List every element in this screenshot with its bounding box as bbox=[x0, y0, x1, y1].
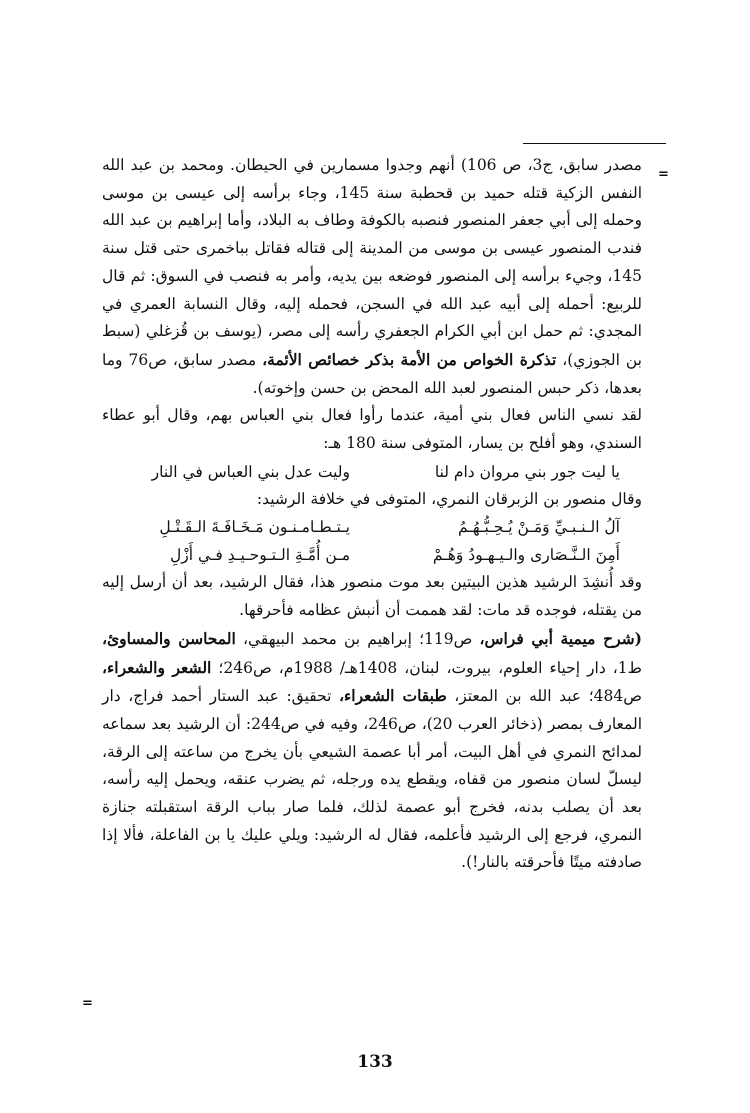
footnote-separator-rule bbox=[523, 143, 666, 144]
verse-3 bbox=[102, 541, 642, 569]
book-title-tabaqat: طبقات الشعراء، bbox=[339, 686, 447, 706]
paragraph-1-text: مصدر سابق، ج3، ص 106) أنهم وجدوا مسمارين في الحيطان. ومحمد بن عبد الله النفس الزكية قتله حميد بن قحطبة سنة 145، وجاء برأسه إلى عيسى بن موسى وحمله إلى أبي جعفر المنصور فنصبه بالكوفة وطاف به البلاد، وأما إبراهيم بن عبد الله فندب المنصور عيسى بن موسى من المدينة إلى قتاله فقاتل بباخمرى حتى قتل سنة 145، وجيء برأسه إلى المنصور فوضعه بين يديه، وأمر به فنصب في السوق: ثم قال للربيع: أحمله إلى أبيه عبد الله في السجن، فحمله إليه، وقال النسابة العمري في المجدي: ثم حمل ابن أبي الكرام الجعفري رأسه إلى مصر، (يوسف بن قُزغلي (سبط بن الجوزي)، bbox=[102, 156, 642, 369]
paragraph-5-c: ص484؛ عبد الله بن المعتز، bbox=[454, 687, 642, 706]
paragraph-4: وقد أُنشِدَ الرشيد هذين البيتين بعد موت منصور هذا، فقال الرشيد، بعد أن أرسل إليه من يقتله، فوجده قد مات: لقد هممت أن أنبش عظامه فأحرقها. bbox=[102, 573, 642, 620]
paragraph-5-d: تحقيق: عبد الستار أحمد فراج، دار المعارف بمصر (ذخائر العرب 20)، ص246، وفيه في ص244: أن الرشيد بعد سماعه لمدائح النمري في أهل البيت، أمر أبا عصمة الشيعي بأن يخرج من ساعته إلى الرقة، ليسلّ لسان منصور من قفاه، ويقطع يده ورجله، ثم يضرب عنقه، ويحمل إليه رأسه، بعد أن يصلب بدنه، فخرج أبو عصمة لذلك، فلما صار بباب الرقة استقبلته جنازة النمري، فرجع إلى الرشيد فأعلمه، فقال له الرشيد: ويلي عليك يا بن الفاعلة، فألا إذا صادفته ميتًا فأحرقته بالنار!). bbox=[102, 687, 643, 872]
footnote-marker-top: = bbox=[658, 167, 669, 182]
paragraph-1 bbox=[102, 152, 642, 402]
verse-2 bbox=[102, 513, 642, 541]
paragraph-1-end: مصدر سابق، ص76 وما بعدها، ذكر حبس المنصور لعبد الله المحض بن حسن وإخوته). bbox=[102, 350, 642, 397]
verse-3-second-hemistich: مـن أُمَّـةِ الـتـوحـيـدِ فـي أَزْلِ bbox=[169, 546, 350, 565]
footnote-body bbox=[102, 152, 642, 877]
verse-1 bbox=[102, 458, 642, 486]
page-number: 133 bbox=[357, 1052, 393, 1072]
verse-2-second-hemistich: يـتـطـامـنـون مَـخَـافَـةَ الـقَـتْـلِ bbox=[159, 518, 350, 537]
verse-2-first-hemistich: آلُ الـنـبـيِّ وَمَـنْ يُـحِـبُّـهُـمُ bbox=[457, 518, 620, 537]
verse-1-first-hemistich: يا ليت جور بني مروان دام لنا bbox=[434, 462, 620, 481]
paragraph-3: وقال منصور بن الزبرقان النمري، المتوفى في خلافة الرشيد: bbox=[256, 489, 642, 508]
verse-1-second-hemistich: وليت عدل بني العباس في النار bbox=[151, 462, 350, 481]
paragraph-2: لقد نسي الناس فعال بني أمية، عندما رأوا فعال بني العباس بهم، وقال أبو عطاء السندي، وهو أفلح بن يسار، المتوفى سنة 180 هـ: bbox=[102, 406, 642, 453]
book-title-shir: الشعر والشعراء، bbox=[102, 657, 212, 677]
paragraph-5-a: ص119؛ إبراهيم بن محمد البيهقي، bbox=[242, 629, 473, 648]
paragraph-5 bbox=[102, 625, 642, 877]
book-title-sharh: (شرح ميمية أبي فراس، bbox=[479, 628, 642, 648]
verse-3-first-hemistich: أَمِنَ الـنَّـصَارى والـيـهـودُ وَهُـمْ bbox=[432, 546, 620, 565]
book-title-tadhkira: تذكرة الخواص من الأمة بذكر خصائص الأئمة، bbox=[262, 349, 557, 369]
footnote-marker-bottom: = bbox=[82, 996, 93, 1011]
book-title-mahasin: المحاسن والمساوئ، bbox=[102, 628, 236, 648]
paragraph-5-b: ط1، دار إحياء العلوم، بيروت، لبنان، 1408هـ/ 1988م، ص246؛ bbox=[218, 658, 643, 677]
